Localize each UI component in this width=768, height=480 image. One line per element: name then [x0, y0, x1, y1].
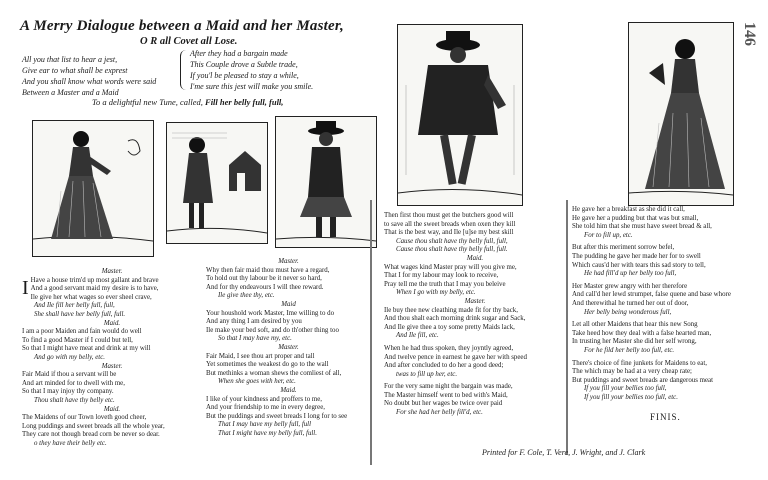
column-4	[572, 206, 764, 402]
verse-line: When he had thus spoken, they joyntly agreed,	[384, 344, 514, 352]
ballad-title: A Merry Dialogue between a Maid and her Master,	[20, 18, 345, 34]
intro-line: After they had a bargain made	[190, 49, 288, 58]
verse-line: Yet sometimes the weakest do go to the wall	[206, 361, 329, 369]
verse-line: But the puddings and sweet breads I long for to see	[206, 412, 348, 420]
refrain-line: Thou shalt have thy belly etc.	[34, 396, 115, 404]
refrain-line: When she goes with her, etc.	[218, 378, 296, 386]
intro-line: Give ear to what shall be exprest	[22, 66, 128, 75]
refrain-line: For to fill up, etc.	[584, 231, 633, 239]
verse-line: There's choice of fine junkets for Maidens to eat,	[572, 359, 707, 367]
verse-line: Fair Maid, I see thou art proper and tall	[206, 352, 315, 360]
verse-line: I like of your kindness and proffers to me,	[206, 395, 323, 403]
woodcut-cavalier	[397, 24, 523, 206]
column-1	[22, 268, 202, 448]
tune-line	[92, 97, 283, 107]
verse-line: But after this meriment sorrow befel,	[572, 244, 675, 252]
verse-line: He gave her a pudding but that was but small,	[572, 214, 699, 222]
verse-line: And therewithal he turned her out of door,	[572, 299, 689, 307]
imprint-line: Printed for F. Cole, T. Vere, J. Wright, and J. Clark	[482, 448, 646, 457]
refrain-line: When I go with my belly, etc.	[396, 289, 476, 297]
finis-mark: FINIS.	[650, 412, 681, 422]
refrain-line: That I might have my belly full, full.	[218, 429, 317, 437]
intro-line: Between a Master and a Maid	[22, 88, 119, 97]
speaker-label: Master.	[101, 268, 123, 275]
verse-line: But methinks a woman shews the comliest of all,	[206, 369, 342, 377]
intro-line: This Couple drove a Subtle trade,	[190, 60, 298, 69]
column-3	[384, 212, 566, 418]
ballad-subtitle: O R all Covet all Lose.	[140, 36, 238, 47]
verse-line: The Master himself went to bed with's Maid,	[384, 391, 508, 399]
refrain-line: For he fild her belly too full, etc.	[584, 346, 675, 354]
column-rule-right	[566, 200, 568, 455]
refrain-line: Ile give thee thy, etc.	[218, 292, 275, 300]
verse-line: Take heed how they deal with a false hearted man,	[572, 329, 712, 337]
verse-brace	[180, 50, 187, 90]
refrain-line: twas to fill up her, etc.	[396, 370, 458, 378]
speaker-label: Maid.	[103, 319, 121, 327]
speaker-label: Maid	[281, 300, 296, 308]
verse-line: She told him that she must have sweet bread & all,	[572, 223, 712, 231]
verse-line: To find a good Master if I could but tell,	[22, 336, 133, 344]
refrain-line: If you fill your bellies too full,	[584, 385, 667, 393]
verse-line: Long puddings and sweet breads all the whole year,	[22, 422, 165, 430]
speaker-label: Maid.	[466, 254, 484, 262]
refrain-line: And Ile fill her belly full, full,	[34, 302, 115, 310]
speaker-label: Maid.	[103, 405, 121, 413]
verse-line: That I for my labour may look to receive,	[384, 272, 499, 280]
refrain-line: Her belly being wonderous full,	[584, 308, 672, 316]
refrain-line: Cause thou shalt have thy belly full, full.	[396, 246, 508, 254]
verse-line: And twelve pence in earnest he gave her with speed	[384, 353, 527, 361]
speaker-label: Master.	[278, 258, 299, 265]
intro-line: And you shall know what words were said	[22, 77, 157, 86]
verse-line: And a good servant maid my desire is to have,	[30, 285, 159, 293]
verse-line: For the very same night the bargain was made,	[384, 383, 513, 391]
intro-line: I'me sure this jest will make you smile.	[190, 82, 314, 91]
refrain-line: For she had her belly fill'd, etc.	[396, 409, 483, 417]
column-rule-left	[370, 200, 372, 465]
refrain-line: If you fill your bellies too full, etc.	[584, 393, 678, 401]
refrain-line: o they have their belly etc.	[34, 439, 107, 447]
verse-line: I am a poor Maiden and fain would do well	[22, 328, 142, 336]
verse-line: No doubt but her wages be twice over paid	[384, 400, 503, 408]
verse-line: Ile make your bed soft, and do th'other thing too	[206, 326, 339, 334]
woodcut-man-house	[166, 122, 268, 244]
refrain-line: That I may have my belly full, full	[218, 421, 312, 429]
refrain-line: She shall have her belly full, full.	[34, 310, 126, 318]
speaker-label: Master.	[278, 343, 299, 351]
verse-line: And call'd her lewd strumpet, false quene and base whore	[572, 291, 731, 299]
verse-line: He gave her a breakfast as she did it call,	[572, 206, 685, 213]
tune-prefix: To a delightful new Tune, called,	[92, 97, 203, 107]
refrain-line: And Ile fill, etc.	[396, 332, 439, 340]
verse-line-text: Have a house trim'd up most gallant and brave	[30, 276, 159, 284]
speaker-label: Master.	[464, 297, 486, 305]
verse-line: Ile give her what wages so ever sheel crave,	[30, 293, 152, 301]
refrain-line: Cause thou shalt have thy belly full, full,	[396, 237, 508, 245]
verse-line: And after concluded to do her a good deed;	[384, 362, 504, 370]
verse-line: Let all other Maidens that hear this new Song	[572, 321, 698, 329]
intro-line: If you'l be pleased to stay a while,	[190, 71, 299, 80]
verse-line: Her Master grew angry with her therefore	[572, 282, 688, 290]
verse-line: In trusting her Master she did her self wrong,	[572, 338, 697, 346]
verse-line: The Maidens of our Town loveth good cheer,	[22, 414, 147, 422]
refrain-line: And go with my belly, etc.	[34, 353, 105, 361]
intro-verse-right	[190, 48, 313, 92]
verse-line: And Ile give thee a toy some pretty Maids lack,	[384, 323, 515, 331]
speaker-label: Maid.	[280, 386, 297, 394]
verse-line: So that I may injoy thy company.	[22, 388, 114, 396]
verse-line: To hold out thy labour be it never so hard,	[206, 275, 322, 283]
refrain-line: So that I may have my, etc.	[218, 335, 292, 343]
verse-line: Which caus'd her with tears this sad story to tell,	[572, 261, 706, 269]
woodcut-woman-fan	[628, 22, 734, 206]
verse-line: What wages kind Master pray will you give me,	[384, 263, 517, 271]
verse-line: And art minded for to dwell with me,	[22, 379, 125, 387]
verse-line: Then first thou must get the butchers good will	[384, 212, 514, 219]
verse-line: to save all the sweet breads when oxen they kill	[384, 220, 516, 228]
verse-line: Why then fair maid thou must have a regard,	[206, 266, 330, 274]
verse-line: The pudding he gave her made her for to swell	[572, 252, 701, 260]
verse-line: So that I might have meat and drink at my will	[22, 345, 151, 353]
verse-line: And your friendship to me in every degree,	[206, 404, 326, 412]
verse-line: And for thy endeavours I will thee reward.	[206, 283, 324, 291]
verse-line: Your houshold work Master, Ime willing to do	[206, 309, 335, 317]
verse-line: That is the best way, and Ile [u]se my best skill	[384, 229, 514, 237]
verse-line: And any thing I am desired by you	[206, 318, 302, 326]
verse-line: They care not though bread corn be never so dear.	[22, 431, 160, 439]
verse-line: And thou shalt each morning drink sugar and Sack,	[384, 315, 526, 323]
page-mark: 146	[741, 22, 758, 46]
woodcut-woman-left	[32, 120, 154, 257]
column-2	[206, 258, 371, 438]
intro-line: All you that list to hear a jest,	[22, 55, 118, 64]
refrain-line: He had fill'd up her belly too full,	[584, 270, 677, 278]
intro-verse-left	[22, 54, 156, 98]
woodcut-man-hat	[275, 116, 377, 248]
verse-line: Pray tell me the truth that I may you beleive	[384, 280, 506, 288]
verse-line: Fair Maid if thou a servant will be	[22, 371, 117, 379]
speaker-label: Master.	[101, 362, 123, 370]
drop-cap: I	[22, 276, 29, 299]
verse-line: Ile buy thee new cleathing made fit for thy back,	[384, 306, 518, 314]
tune-name: Fill her belly full, full,	[205, 97, 284, 107]
verse-line: But puddings and sweet breads are dangerous meat	[572, 376, 714, 384]
verse-line: The which may be had at a very cheap rate;	[572, 368, 692, 376]
